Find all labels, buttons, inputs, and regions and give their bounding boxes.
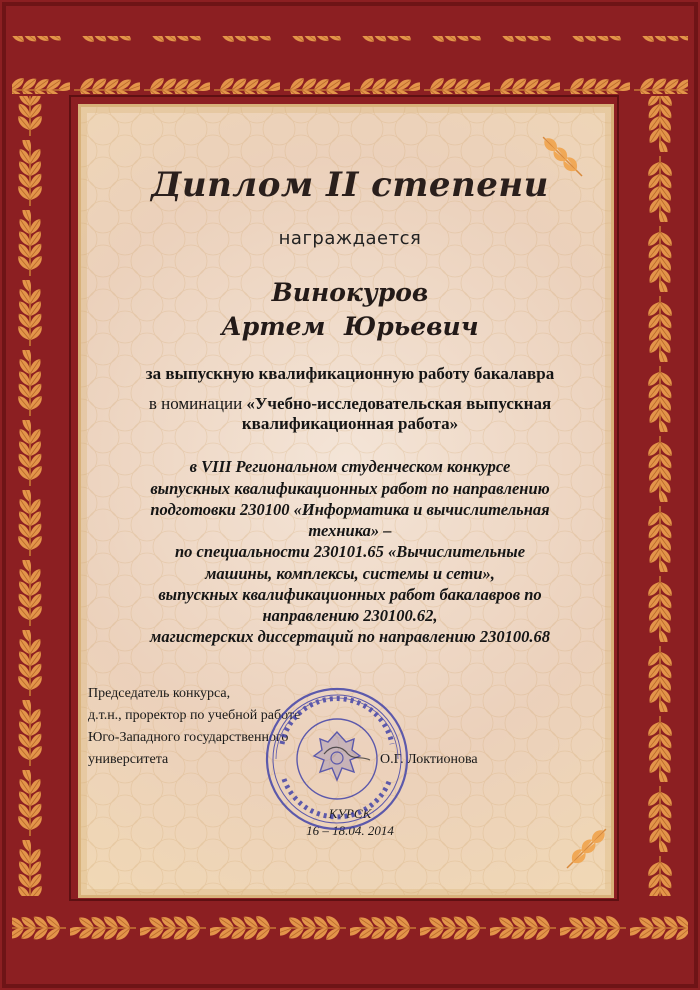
signatory-line: Председатель конкурса,	[88, 686, 231, 701]
awarded-text: награждается	[278, 228, 422, 249]
competition-line: выпускных квалификационных работ бакалавров по	[158, 585, 542, 604]
competition-line: выпускных квалификационных работ по направлению	[150, 479, 550, 498]
nomination-prefix: в номинации	[148, 394, 247, 413]
signatory-line: д.т.н., проректор по учебной работе	[88, 708, 301, 723]
nomination-name: «Учебно-исследовательская выпускная	[246, 394, 552, 413]
competition-line: подготовки 230100 «Информатика и вычислительная	[150, 500, 550, 519]
signatory-line: университета	[88, 752, 169, 767]
recipient-surname: Винокуров	[271, 278, 429, 307]
city: КУРСК	[328, 806, 372, 821]
university-seal-stamp	[262, 684, 412, 834]
nomination-line-1	[0, 394, 700, 414]
event-dates: 16 – 18.04. 2014	[306, 823, 394, 838]
competition-line: по специальности 230101.65 «Вычислительные	[174, 542, 526, 561]
competition-line: в VIII Региональном студенческом конкурсе	[189, 457, 511, 476]
signatory-line: Юго-Западного государственного	[88, 730, 289, 745]
work-description: за выпускную квалификационную работу бакалавра	[145, 364, 555, 383]
recipient-given-names: Артем Юрьевич	[221, 312, 479, 341]
competition-line: магистерских диссертаций по направлению 230100.68	[150, 627, 550, 646]
competition-line: машины, комплексы, системы и сети»,	[205, 564, 495, 583]
competition-line: направлению 230100.62,	[262, 606, 438, 625]
diploma-title: Диплом II степени	[151, 165, 549, 205]
signatory-name: О.Г. Локтионова	[380, 752, 478, 767]
nomination-line-2: квалификационная работа»	[241, 414, 459, 433]
competition-line: техника» –	[308, 521, 392, 540]
